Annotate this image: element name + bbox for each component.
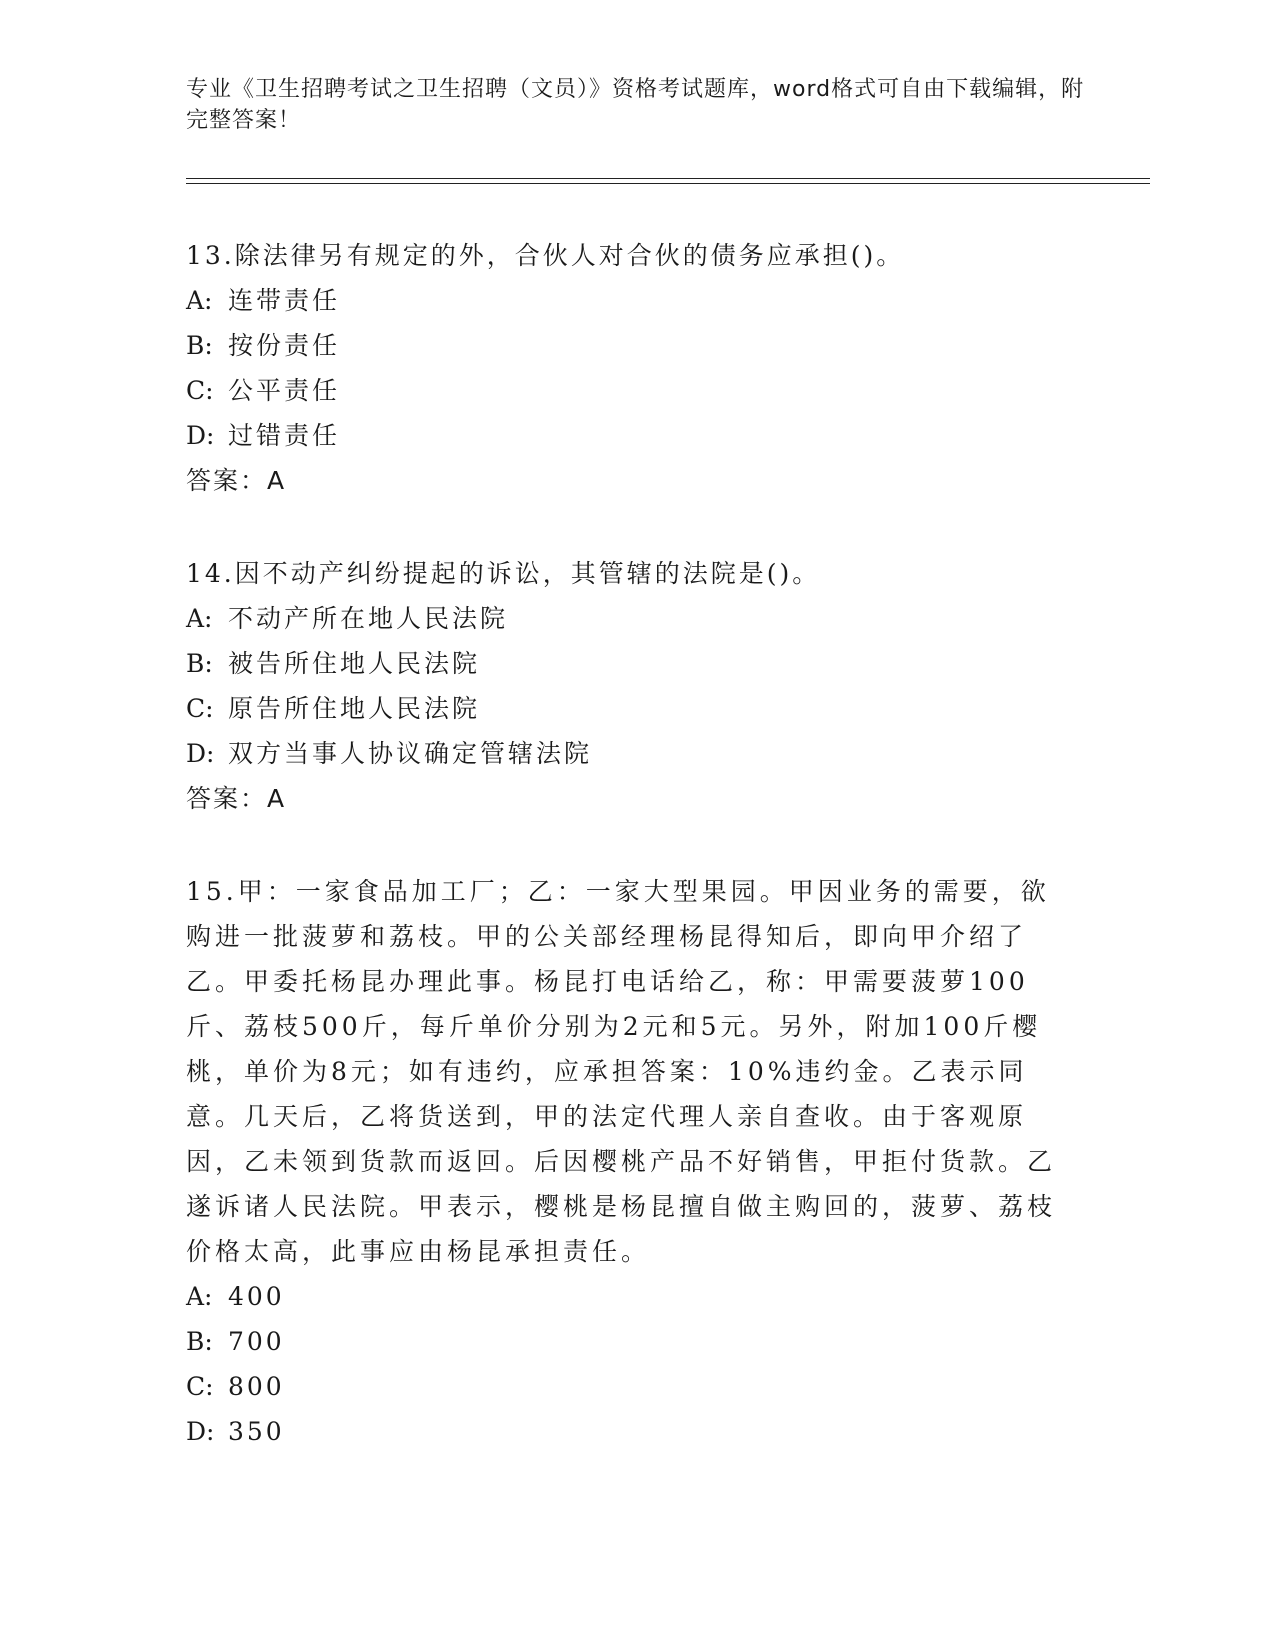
header-divider-top: [186, 178, 1150, 179]
option-b: [186, 1319, 1076, 1364]
option-a: [186, 278, 1076, 323]
option-text: 700: [228, 1327, 285, 1356]
option-d: [186, 413, 1076, 458]
option-key: B:: [186, 649, 213, 678]
option-key: D:: [186, 1417, 215, 1446]
question-14: [186, 551, 1076, 821]
question-stem: 13.除法律另有规定的外，合伙人对合伙的债务应承担()。: [186, 241, 905, 270]
question-stem: 15.甲：一家食品加工厂；乙：一家大型果园。甲因业务的需要，欲购进一批菠萝和荔枝。甲的公关部经理杨昆得知后，即向甲介绍了乙。甲委托杨昆办理此事。杨昆打电话给乙，称：甲需要菠萝100斤、荔枝500斤，每斤单价分别为2元和5元。另外，附加100斤樱桃，单价为8元；如有违约，应承担答案：10%违约金。乙表示同意。几天后，乙将货送到，甲的法定代理人亲自查收。由于客观原因，乙未领到货款而返回。后因樱桃产品不好销售，甲拒付货款。乙遂诉诸人民法院。甲表示，樱桃是杨昆擅自做主购回的，菠萝、荔枝价格太高，此事应由杨昆承担责任。: [186, 877, 1057, 1266]
option-a: [186, 596, 1076, 641]
option-key: A:: [186, 604, 213, 633]
option-text: 800: [228, 1372, 285, 1401]
option-key: C:: [186, 694, 214, 723]
option-d: [186, 731, 1076, 776]
question-13: [186, 233, 1076, 503]
option-key: B:: [186, 1327, 213, 1356]
header-divider-bottom: [186, 183, 1150, 184]
option-b: [186, 323, 1076, 368]
option-text: 连带责任: [228, 286, 341, 315]
document-header: 专业《卫生招聘考试之卫生招聘（文员）》资格考试题库，word格式可自由下载编辑，附完整答案！: [186, 77, 1085, 133]
option-text: 过错责任: [228, 421, 341, 450]
option-key: D:: [186, 421, 215, 450]
option-text: 双方当事人协议确定管辖法院: [228, 739, 593, 768]
option-key: C:: [186, 376, 214, 405]
option-text: 按份责任: [228, 331, 341, 360]
option-a: [186, 1274, 1076, 1319]
option-key: A:: [186, 286, 213, 315]
option-c: [186, 686, 1076, 731]
option-key: C:: [186, 1372, 214, 1401]
option-text: 400: [228, 1282, 285, 1311]
option-text: 被告所住地人民法院: [228, 649, 481, 678]
option-c: [186, 1364, 1076, 1409]
option-c: [186, 368, 1076, 413]
question-stem: 14.因不动产纠纷提起的诉讼，其管辖的法院是()。: [186, 559, 821, 588]
answer-line: 答案：A: [186, 784, 287, 813]
option-text: 原告所住地人民法院: [228, 694, 481, 723]
option-key: D:: [186, 739, 215, 768]
option-b: [186, 641, 1076, 686]
option-text: 不动产所在地人民法院: [228, 604, 509, 633]
answer-line: 答案：A: [186, 466, 287, 495]
option-key: A:: [186, 1282, 213, 1311]
option-text: 公平责任: [228, 376, 341, 405]
option-text: 350: [228, 1417, 285, 1446]
option-d: [186, 1409, 1076, 1454]
option-key: B:: [186, 331, 213, 360]
question-15: [186, 869, 1076, 1454]
